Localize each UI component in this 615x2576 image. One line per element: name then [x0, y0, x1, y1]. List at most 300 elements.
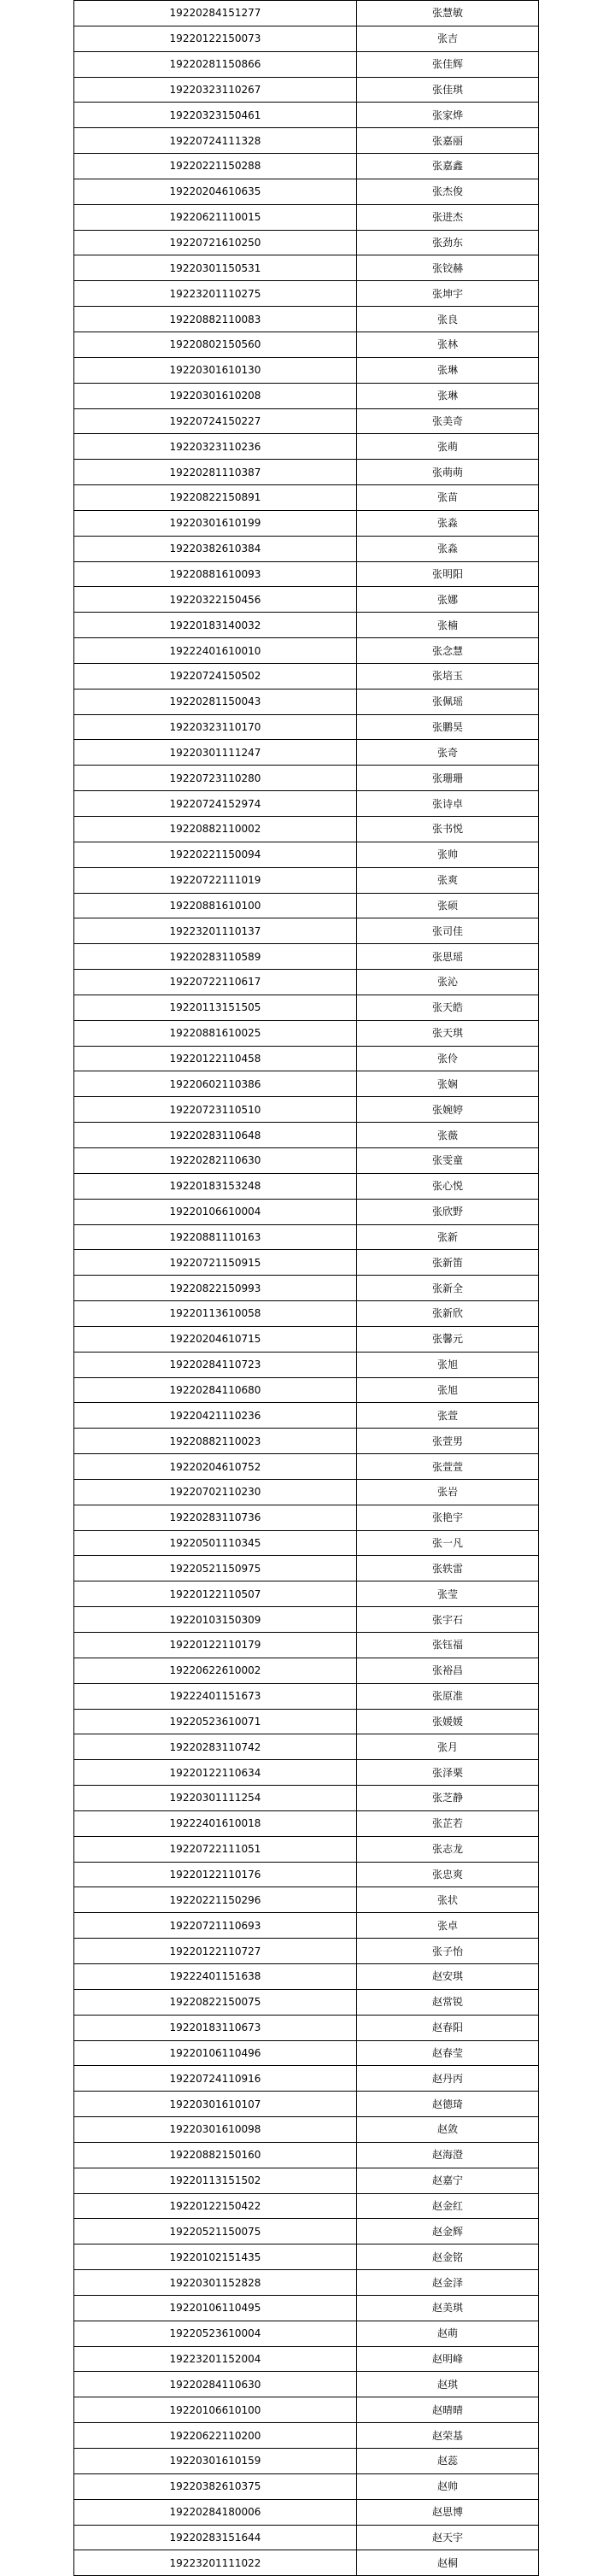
- table-row: [74, 995, 539, 1020]
- table-row: [74, 2270, 539, 2296]
- student-id-cell: 19220122110634: [74, 1760, 357, 1786]
- table-row: [74, 1, 539, 26]
- table-row: [74, 1276, 539, 1301]
- student-id-cell: 19220722111019: [74, 867, 357, 893]
- table-row: [74, 1479, 539, 1505]
- table-row: [74, 1633, 539, 1658]
- table-row: [74, 179, 539, 204]
- table-row: [74, 663, 539, 689]
- student-name-cell: 张轶雷: [357, 1556, 539, 1581]
- student-id-cell: 19220301610098: [74, 2117, 357, 2143]
- student-id-cell: 19220382610384: [74, 536, 357, 561]
- table-row: [74, 357, 539, 383]
- student-name-cell: 赵金红: [357, 2193, 539, 2219]
- student-name-cell: 张淼: [357, 510, 539, 536]
- student-id-cell: 19220622110200: [74, 2423, 357, 2449]
- student-id-cell: 19220103150309: [74, 1607, 357, 1633]
- student-id-cell: 19220622610002: [74, 1658, 357, 1683]
- student-name-cell: 张劲东: [357, 230, 539, 255]
- student-id-cell: 19223201111022: [74, 2550, 357, 2576]
- student-name-cell: 张泽栗: [357, 1760, 539, 1786]
- table-row: [74, 2066, 539, 2092]
- student-id-cell: 19222401610018: [74, 1810, 357, 1836]
- student-id-cell: 19220113610058: [74, 1301, 357, 1327]
- student-name-cell: 张书悦: [357, 817, 539, 842]
- student-name-cell: 赵春莹: [357, 2040, 539, 2066]
- student-name-cell: 赵琪: [357, 2372, 539, 2397]
- student-id-cell: 19220301610199: [74, 510, 357, 536]
- table-row: [74, 638, 539, 664]
- student-name-cell: 张爽: [357, 867, 539, 893]
- student-id-cell: 19220882110002: [74, 817, 357, 842]
- table-row: [74, 1147, 539, 1173]
- student-name-cell: 赵德琦: [357, 2092, 539, 2117]
- table-row: [74, 1683, 539, 1709]
- student-id-cell: 19220301111254: [74, 1786, 357, 1811]
- student-name-cell: 张一凡: [357, 1530, 539, 1556]
- student-id-cell: 19220382610375: [74, 2473, 357, 2499]
- table-row: [74, 867, 539, 893]
- student-id-cell: 19220284110723: [74, 1352, 357, 1377]
- student-name-cell: 张新全: [357, 1276, 539, 1301]
- student-id-cell: 19220602110386: [74, 1071, 357, 1097]
- student-name-cell: 张岩: [357, 1479, 539, 1505]
- table-row: [74, 1836, 539, 1862]
- student-name-cell: 张佳辉: [357, 51, 539, 77]
- table-row: [74, 613, 539, 638]
- table-row: [74, 1810, 539, 1836]
- table-row: [74, 1862, 539, 1887]
- student-name-cell: 张杰俊: [357, 179, 539, 204]
- student-id-cell: 19220882110083: [74, 307, 357, 332]
- table-row: [74, 1403, 539, 1429]
- table-row: [74, 1020, 539, 1046]
- student-id-cell: 19220802150560: [74, 332, 357, 357]
- student-id-cell: 19220284110630: [74, 2372, 357, 2397]
- table-row: [74, 408, 539, 434]
- student-name-cell: 张天琪: [357, 1020, 539, 1046]
- student-name-cell: 张志龙: [357, 1836, 539, 1862]
- student-id-cell: 19220323150461: [74, 103, 357, 128]
- table-row: [74, 1377, 539, 1403]
- student-id-cell: 19220221150296: [74, 1887, 357, 1913]
- table-row: [74, 434, 539, 460]
- student-id-cell: 19220723110510: [74, 1097, 357, 1123]
- table-row: [74, 893, 539, 918]
- student-name-cell: 张艳宇: [357, 1505, 539, 1530]
- roster-table-body: [74, 1, 539, 2576]
- table-row: [74, 51, 539, 77]
- table-row: [74, 1454, 539, 1480]
- table-row: [74, 1963, 539, 1989]
- student-id-cell: 19220882110023: [74, 1429, 357, 1454]
- student-name-cell: 赵金辉: [357, 2219, 539, 2244]
- student-name-cell: 张伶: [357, 1046, 539, 1071]
- table-row: [74, 2092, 539, 2117]
- table-row: [74, 1556, 539, 1581]
- student-name-cell: 赵常锐: [357, 1989, 539, 2015]
- table-row: [74, 2473, 539, 2499]
- student-name-cell: 张雯童: [357, 1147, 539, 1173]
- student-id-cell: 19220283110736: [74, 1505, 357, 1530]
- student-name-cell: 张萱萱: [357, 1454, 539, 1480]
- student-id-cell: 19220881610025: [74, 1020, 357, 1046]
- student-id-cell: 19222401151673: [74, 1683, 357, 1709]
- student-id-cell: 19220421110236: [74, 1403, 357, 1429]
- table-row: [74, 918, 539, 944]
- table-row: [74, 1939, 539, 1964]
- table-row: [74, 332, 539, 357]
- table-row: [74, 383, 539, 408]
- student-id-cell: 19220881110163: [74, 1224, 357, 1250]
- student-id-cell: 19220301610208: [74, 383, 357, 408]
- student-name-cell: 赵金铭: [357, 2244, 539, 2270]
- student-id-cell: 19220204610715: [74, 1326, 357, 1352]
- table-row: [74, 2397, 539, 2423]
- student-id-cell: 19220281150043: [74, 689, 357, 714]
- student-name-cell: 张天皓: [357, 995, 539, 1020]
- student-name-cell: 张家烨: [357, 103, 539, 128]
- student-name-cell: 张新笛: [357, 1250, 539, 1276]
- student-name-cell: 张奇: [357, 740, 539, 766]
- student-name-cell: 张进杰: [357, 204, 539, 230]
- table-row: [74, 154, 539, 179]
- table-row: [74, 2372, 539, 2397]
- table-row: [74, 1709, 539, 1734]
- student-id-cell: 19220881610093: [74, 561, 357, 587]
- table-row: [74, 1658, 539, 1683]
- student-name-cell: 张旭: [357, 1352, 539, 1377]
- student-id-cell: 19222401151638: [74, 1963, 357, 1989]
- student-id-cell: 19220724150502: [74, 663, 357, 689]
- student-name-cell: 张淼: [357, 536, 539, 561]
- table-row: [74, 2295, 539, 2321]
- student-id-cell: 19220113151505: [74, 995, 357, 1020]
- table-row: [74, 510, 539, 536]
- student-id-cell: 19220221150094: [74, 842, 357, 867]
- student-name-cell: 张思瑶: [357, 944, 539, 970]
- student-id-cell: 19220283151644: [74, 2525, 357, 2550]
- student-name-cell: 张娴: [357, 1071, 539, 1097]
- table-row: [74, 307, 539, 332]
- student-name-cell: 张心悦: [357, 1173, 539, 1199]
- table-row: [74, 2525, 539, 2550]
- student-name-cell: 赵蕊: [357, 2449, 539, 2474]
- student-id-cell: 19220301610130: [74, 357, 357, 383]
- student-name-cell: 赵天宇: [357, 2525, 539, 2550]
- student-id-cell: 19220301111247: [74, 740, 357, 766]
- student-name-cell: 赵海澄: [357, 2142, 539, 2168]
- table-row: [74, 1505, 539, 1530]
- student-name-cell: 张钰福: [357, 1633, 539, 1658]
- student-id-cell: 19220724111328: [74, 128, 357, 154]
- student-name-cell: 张婉婷: [357, 1097, 539, 1123]
- student-name-cell: 张莹: [357, 1581, 539, 1607]
- student-id-cell: 19220301152828: [74, 2270, 357, 2296]
- table-row: [74, 1352, 539, 1377]
- table-row: [74, 1250, 539, 1276]
- student-name-cell: 张良: [357, 307, 539, 332]
- student-id-cell: 19220882150160: [74, 2142, 357, 2168]
- student-name-cell: 张宇石: [357, 1607, 539, 1633]
- student-id-cell: 19220106610100: [74, 2397, 357, 2423]
- student-id-cell: 19220521150975: [74, 1556, 357, 1581]
- student-name-cell: 张芝静: [357, 1786, 539, 1811]
- table-row: [74, 587, 539, 613]
- student-name-cell: 张裕昌: [357, 1658, 539, 1683]
- student-id-cell: 19220822150993: [74, 1276, 357, 1301]
- student-id-cell: 19220106110496: [74, 2040, 357, 2066]
- student-name-cell: 赵安琪: [357, 1963, 539, 1989]
- student-id-cell: 19220283110589: [74, 944, 357, 970]
- student-name-cell: 张坤宇: [357, 281, 539, 307]
- student-name-cell: 张萱: [357, 1403, 539, 1429]
- table-row: [74, 2040, 539, 2066]
- student-name-cell: 赵美琪: [357, 2295, 539, 2321]
- table-row: [74, 26, 539, 51]
- student-id-cell: 19220113151502: [74, 2168, 357, 2193]
- student-id-cell: 19220722111051: [74, 1836, 357, 1862]
- student-id-cell: 19220283110648: [74, 1123, 357, 1148]
- student-name-cell: 赵敛: [357, 2117, 539, 2143]
- table-row: [74, 2193, 539, 2219]
- student-name-cell: 赵丹丙: [357, 2066, 539, 2092]
- table-row: [74, 2499, 539, 2525]
- student-id-cell: 19220204610635: [74, 179, 357, 204]
- student-name-cell: 张媛媛: [357, 1709, 539, 1734]
- student-id-cell: 19220183110673: [74, 2015, 357, 2040]
- student-id-cell: 19220204610752: [74, 1454, 357, 1480]
- student-id-cell: 19220323110267: [74, 77, 357, 103]
- student-name-cell: 赵明峰: [357, 2346, 539, 2372]
- table-row: [74, 1607, 539, 1633]
- table-row: [74, 230, 539, 255]
- student-name-cell: 张子怡: [357, 1939, 539, 1964]
- student-id-cell: 19220183140032: [74, 613, 357, 638]
- student-id-cell: 19220721110693: [74, 1913, 357, 1939]
- student-name-cell: 张明阳: [357, 561, 539, 587]
- table-row: [74, 536, 539, 561]
- table-row: [74, 1071, 539, 1097]
- table-row: [74, 204, 539, 230]
- student-name-cell: 张月: [357, 1734, 539, 1760]
- table-row: [74, 842, 539, 867]
- student-name-cell: 张嘉丽: [357, 128, 539, 154]
- student-id-cell: 19223201110275: [74, 281, 357, 307]
- student-name-cell: 张诗卓: [357, 791, 539, 817]
- student-name-cell: 张馨元: [357, 1326, 539, 1352]
- student-id-cell: 19223201110137: [74, 918, 357, 944]
- table-row: [74, 2423, 539, 2449]
- table-row: [74, 714, 539, 740]
- student-name-cell: 张薇: [357, 1123, 539, 1148]
- table-row: [74, 1734, 539, 1760]
- table-row: [74, 2321, 539, 2346]
- student-id-cell: 19220721610250: [74, 230, 357, 255]
- table-row: [74, 255, 539, 281]
- table-row: [74, 1326, 539, 1352]
- table-row: [74, 2142, 539, 2168]
- student-name-cell: 张琳: [357, 383, 539, 408]
- student-id-cell: 19220301150531: [74, 255, 357, 281]
- student-name-cell: 张楠: [357, 613, 539, 638]
- student-id-cell: 19220724152974: [74, 791, 357, 817]
- student-name-cell: 张娜: [357, 587, 539, 613]
- student-id-cell: 19220523610004: [74, 2321, 357, 2346]
- table-row: [74, 970, 539, 995]
- student-id-cell: 19223201152004: [74, 2346, 357, 2372]
- table-row: [74, 128, 539, 154]
- table-row: [74, 1046, 539, 1071]
- student-name-cell: 张鹏昊: [357, 714, 539, 740]
- student-id-cell: 19220282110630: [74, 1147, 357, 1173]
- table-row: [74, 1786, 539, 1811]
- student-id-cell: 19220721150915: [74, 1250, 357, 1276]
- student-name-cell: 张琳: [357, 357, 539, 383]
- table-row: [74, 485, 539, 511]
- student-name-cell: 张铰赫: [357, 255, 539, 281]
- table-row: [74, 2168, 539, 2193]
- student-name-cell: 赵桐: [357, 2550, 539, 2576]
- student-name-cell: 张旭: [357, 1377, 539, 1403]
- student-id-cell: 19220283110742: [74, 1734, 357, 1760]
- table-row: [74, 2346, 539, 2372]
- student-name-cell: 张卓: [357, 1913, 539, 1939]
- student-id-cell: 19220106610004: [74, 1199, 357, 1224]
- student-id-cell: 19220881610100: [74, 893, 357, 918]
- student-name-cell: 张珊珊: [357, 766, 539, 791]
- table-row: [74, 2244, 539, 2270]
- student-name-cell: 张苗: [357, 485, 539, 511]
- student-id-cell: 19220621110015: [74, 204, 357, 230]
- table-row: [74, 1989, 539, 2015]
- student-name-cell: 张原准: [357, 1683, 539, 1709]
- table-row: [74, 944, 539, 970]
- student-name-cell: 张欣野: [357, 1199, 539, 1224]
- table-row: [74, 791, 539, 817]
- table-row: [74, 2449, 539, 2474]
- table-row: [74, 1173, 539, 1199]
- student-name-cell: 张萌萌: [357, 460, 539, 485]
- student-name-cell: 赵荣基: [357, 2423, 539, 2449]
- student-id-cell: 19220122110176: [74, 1862, 357, 1887]
- student-id-cell: 19220323110236: [74, 434, 357, 460]
- student-id-cell: 19220822150891: [74, 485, 357, 511]
- table-row: [74, 561, 539, 587]
- student-name-cell: 张林: [357, 332, 539, 357]
- student-name-cell: 张沁: [357, 970, 539, 995]
- student-name-cell: 赵嘉宁: [357, 2168, 539, 2193]
- table-row: [74, 77, 539, 103]
- student-name-cell: 张吉: [357, 26, 539, 51]
- table-row: [74, 1123, 539, 1148]
- student-id-cell: 19220722110617: [74, 970, 357, 995]
- student-name-cell: 赵萌: [357, 2321, 539, 2346]
- student-name-cell: 赵金泽: [357, 2270, 539, 2296]
- table-row: [74, 1530, 539, 1556]
- student-id-cell: 19220501110345: [74, 1530, 357, 1556]
- table-row: [74, 2219, 539, 2244]
- student-name-cell: 张萌: [357, 434, 539, 460]
- table-row: [74, 1760, 539, 1786]
- student-id-cell: 19220284151277: [74, 1, 357, 26]
- student-id-cell: 19220301610159: [74, 2449, 357, 2474]
- table-row: [74, 1097, 539, 1123]
- student-id-cell: 19220723110280: [74, 766, 357, 791]
- roster-table: [73, 0, 539, 2576]
- roster-table-container: [73, 0, 538, 2576]
- student-name-cell: 张念慧: [357, 638, 539, 664]
- student-id-cell: 19220106110495: [74, 2295, 357, 2321]
- student-id-cell: 19220284180006: [74, 2499, 357, 2525]
- student-id-cell: 19220183153248: [74, 1173, 357, 1199]
- table-row: [74, 740, 539, 766]
- student-name-cell: 张培玉: [357, 663, 539, 689]
- student-id-cell: 19220122110507: [74, 1581, 357, 1607]
- student-id-cell: 19220221150288: [74, 154, 357, 179]
- student-id-cell: 19220322150456: [74, 587, 357, 613]
- student-id-cell: 19220702110230: [74, 1479, 357, 1505]
- student-name-cell: 张状: [357, 1887, 539, 1913]
- table-row: [74, 1913, 539, 1939]
- student-name-cell: 张新: [357, 1224, 539, 1250]
- student-name-cell: 张芷若: [357, 1810, 539, 1836]
- table-row: [74, 103, 539, 128]
- student-id-cell: 19220122110727: [74, 1939, 357, 1964]
- table-row: [74, 460, 539, 485]
- student-id-cell: 19220102151435: [74, 2244, 357, 2270]
- student-name-cell: 张佩瑶: [357, 689, 539, 714]
- table-row: [74, 1199, 539, 1224]
- student-name-cell: 张司佳: [357, 918, 539, 944]
- student-id-cell: 19220301610107: [74, 2092, 357, 2117]
- student-name-cell: 张萱男: [357, 1429, 539, 1454]
- table-row: [74, 1581, 539, 1607]
- student-id-cell: 19220122150422: [74, 2193, 357, 2219]
- student-name-cell: 赵帅: [357, 2473, 539, 2499]
- student-id-cell: 19220122110458: [74, 1046, 357, 1071]
- student-id-cell: 19220724150227: [74, 408, 357, 434]
- student-id-cell: 19220122110179: [74, 1633, 357, 1658]
- student-name-cell: 张美奇: [357, 408, 539, 434]
- student-id-cell: 19222401610010: [74, 638, 357, 664]
- table-row: [74, 1429, 539, 1454]
- student-name-cell: 赵春阳: [357, 2015, 539, 2040]
- table-row: [74, 689, 539, 714]
- student-name-cell: 赵思博: [357, 2499, 539, 2525]
- student-id-cell: 19220122150073: [74, 26, 357, 51]
- student-name-cell: 张忠爽: [357, 1862, 539, 1887]
- table-row: [74, 281, 539, 307]
- student-id-cell: 19220523610071: [74, 1709, 357, 1734]
- table-row: [74, 1224, 539, 1250]
- student-id-cell: 19220521150075: [74, 2219, 357, 2244]
- student-name-cell: 张慧敏: [357, 1, 539, 26]
- table-row: [74, 1887, 539, 1913]
- student-id-cell: 19220281110387: [74, 460, 357, 485]
- student-name-cell: 张佳琪: [357, 77, 539, 103]
- student-name-cell: 张嘉鑫: [357, 154, 539, 179]
- student-id-cell: 19220822150075: [74, 1989, 357, 2015]
- student-id-cell: 19220284110680: [74, 1377, 357, 1403]
- student-id-cell: 19220281150866: [74, 51, 357, 77]
- table-row: [74, 817, 539, 842]
- student-name-cell: 赵晴晴: [357, 2397, 539, 2423]
- student-name-cell: 张帅: [357, 842, 539, 867]
- student-id-cell: 19220724110916: [74, 2066, 357, 2092]
- student-name-cell: 张硕: [357, 893, 539, 918]
- student-name-cell: 张新欣: [357, 1301, 539, 1327]
